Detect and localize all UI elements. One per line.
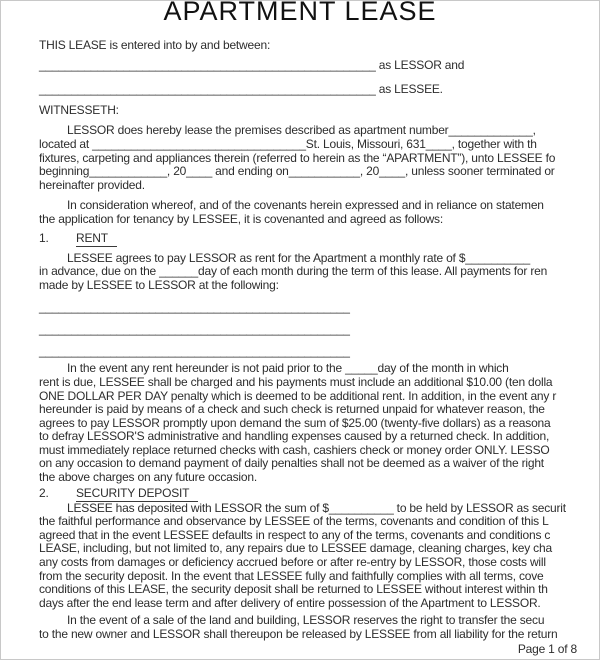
text-line: days after the end lease term and after delivery of entire possession of the Apartment to LESSOR. — [39, 595, 541, 610]
text-line: agreed that in the event LESSEE defaults in respect to any of the terms, covenants and conditions c — [39, 527, 551, 542]
text-line: on any occasion to demand payment of daily penalties shall not be deemed as a waiver of the right — [39, 456, 544, 471]
text-line: to defray LESSOR'S administrative and handling expenses caused by a returned check. In addition, — [39, 429, 550, 444]
late-payment-paragraph — [39, 362, 599, 484]
text-line: made by LESSEE to LESSOR at the following: — [39, 277, 279, 292]
text-line: must immediately replace returned checks with cash, cashiers check or money order ONLY. LESSO — [39, 442, 550, 457]
section-1-heading — [39, 231, 599, 245]
text-line: In the event of a sale of the land and building, LESSOR reserves the right to transfer the secu — [67, 613, 545, 628]
lessor-blank-line: ____________________________________________________ as LESSOR and — [39, 57, 465, 72]
text-line: in advance, due on the ______day of each month during the term of this lease. All payments for ren — [39, 264, 548, 279]
rent-terms-paragraph — [39, 252, 599, 293]
payment-address-blank-lines — [39, 292, 599, 358]
section-1-title: RENT — [76, 231, 117, 247]
text-line: beginning____________, 20____ and ending on___________, 20____, unless sooner terminated or — [39, 164, 555, 179]
text-line: the application for tenancy by LESSEE, it is covenanted and agreed as follows: — [39, 211, 443, 226]
security-deposit-paragraph — [39, 502, 599, 611]
sale-transfer-paragraph — [39, 614, 599, 641]
text-line: ________________________________________________ — [39, 299, 350, 314]
text-line: In consideration whereof, and of the covenants herein expressed and in reliance on statemen — [67, 198, 544, 213]
text-line: LESSOR does hereby lease the premises described as apartment number_____________, — [67, 123, 536, 138]
text-line: rent is due, LESSEE shall be charged and his payments must include an additional $10.00 (ten dolla — [39, 374, 553, 389]
document-title: APARTMENT LEASE — [163, 0, 437, 26]
text-line: located at _________________________________St. Louis, Missouri, 631____, together with th — [39, 136, 537, 151]
text-line: to the new owner and LESSOR shall thereupon be released by LESSEE from all liability for the return — [39, 627, 558, 641]
text-line: hereinafter provided. — [39, 177, 145, 192]
text-line: the above charges on any future occasion. — [39, 470, 257, 485]
text-line: the faithful performance and observance by LESSEE of the terms, covenants and condition of this L — [39, 514, 549, 529]
text-line: fixtures, carpeting and appliances therein (referred to herein as the “APARTMENT”), unto LESSEE fo — [39, 150, 556, 165]
section-1-number: 1. — [39, 230, 49, 245]
text-line: In the event any rent hereunder is not paid prior to the _____day of the month in which — [67, 361, 509, 376]
text-line: from the security deposit. In the event that LESSEE fully and faithfully complies with all terms, cove — [39, 568, 544, 583]
opening-statement: THIS LEASE is entered into by and between: — [39, 38, 271, 52]
consideration-paragraph — [39, 199, 599, 226]
text-line: ONE DOLLAR PER DAY penalty which is deemed to be additional rent. In addition, in the event any r — [39, 388, 557, 403]
text-line: ________________________________________________ — [39, 343, 350, 358]
text-line: hereunder is paid by means of a check and such check is returned unpaid for whatever reason, the — [39, 402, 545, 417]
section-2-number: 2. — [39, 485, 49, 500]
text-line: LEASE, including, but not limited to, any repairs due to LESSEE damage, cleaning charges, key cha — [39, 541, 552, 556]
page-number: Page 1 of 8 — [517, 641, 577, 656]
text-line: conditions of this LEASE, the security deposit shall be returned to LESSEE without interest within th — [39, 582, 548, 597]
text-line: ________________________________________________ — [39, 321, 350, 336]
witnesseth-label: WITNESSETH: — [39, 102, 119, 117]
premises-description-paragraph — [39, 124, 599, 192]
text-line: agrees to pay LESSOR promptly upon demand the sum of $25.00 (twenty-five dollars) as a reasona — [39, 415, 551, 430]
text-line: LESSEE has deposited with LESSOR the sum of $__________ to be held by LESSOR as securit — [67, 500, 566, 515]
section-2-heading — [39, 486, 599, 500]
lessee-blank-line: ____________________________________________________ as LESSEE. — [39, 82, 443, 97]
section-2-title: SECURITY DEPOSIT — [76, 486, 198, 502]
text-line: any costs from damages or deficiency accrued before or after re-entry by LESSOR, those costs will — [39, 555, 546, 570]
text-line: LESSEE agrees to pay LESSOR as rent for the Apartment a monthly rate of $__________ — [67, 250, 531, 265]
